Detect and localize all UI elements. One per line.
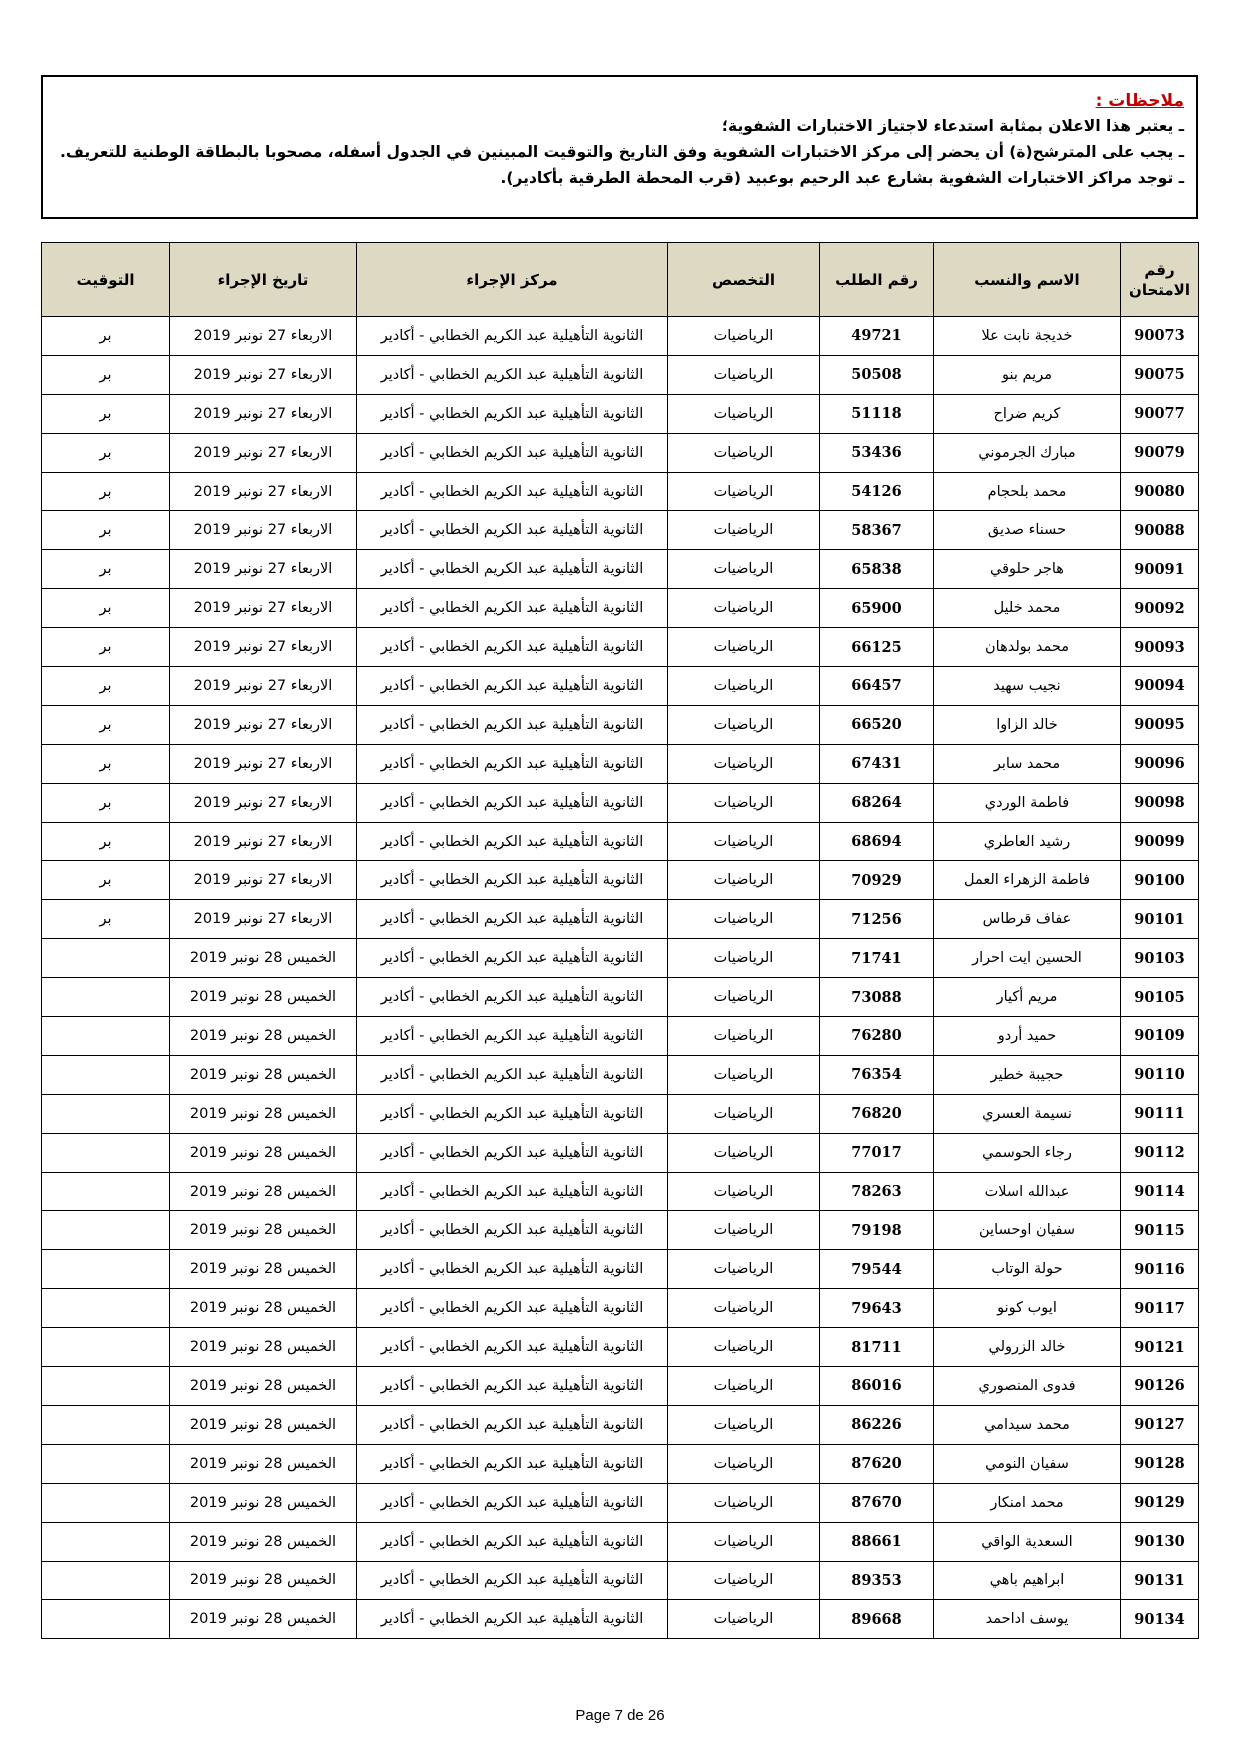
- cell-specialty: الرياضيات: [668, 628, 820, 667]
- cell-request-no: 81711: [820, 1328, 934, 1367]
- table-row: [42, 628, 1199, 667]
- cell-exam-no: 90079: [1121, 433, 1199, 472]
- cell-specialty: الرياضيات: [668, 900, 820, 939]
- table-row: [42, 744, 1199, 783]
- cell-time: بر: [42, 744, 170, 783]
- cell-center: الثانوية التأهيلية عبد الكريم الخطابي - أكادير: [357, 900, 668, 939]
- cell-time: بر: [42, 861, 170, 900]
- cell-center: الثانوية التأهيلية عبد الكريم الخطابي - أكادير: [357, 822, 668, 861]
- table-row: [42, 1405, 1199, 1444]
- cell-specialty: الرياضيات: [668, 511, 820, 550]
- table-row: [42, 1367, 1199, 1406]
- cell-exam-no: 90100: [1121, 861, 1199, 900]
- cell-name: مبارك الجرموني: [934, 433, 1121, 472]
- cell-center: الثانوية التأهيلية عبد الكريم الخطابي - أكادير: [357, 472, 668, 511]
- cell-specialty: الرياضيات: [668, 822, 820, 861]
- cell-center: الثانوية التأهيلية عبد الكريم الخطابي - أكادير: [357, 1522, 668, 1561]
- cell-date: الاربعاء 27 نونبر 2019: [170, 822, 357, 861]
- cell-name: خالد الزاوا: [934, 705, 1121, 744]
- cell-exam-no: 90080: [1121, 472, 1199, 511]
- cell-specialty: الرياضيات: [668, 394, 820, 433]
- cell-exam-no: 90105: [1121, 978, 1199, 1017]
- cell-date: الاربعاء 27 نونبر 2019: [170, 705, 357, 744]
- cell-center: الثانوية التأهيلية عبد الكريم الخطابي - أكادير: [357, 1172, 668, 1211]
- table-row: [42, 1017, 1199, 1056]
- cell-exam-no: 90099: [1121, 822, 1199, 861]
- cell-center: الثانوية التأهيلية عبد الكريم الخطابي - أكادير: [357, 511, 668, 550]
- cell-request-no: 78263: [820, 1172, 934, 1211]
- cell-time: بر: [42, 317, 170, 356]
- cell-time: بر: [42, 511, 170, 550]
- cell-name: سفيان اوحساين: [934, 1211, 1121, 1250]
- cell-name: نجيب سهيد: [934, 667, 1121, 706]
- table-row: [42, 861, 1199, 900]
- cell-time: [42, 1600, 170, 1639]
- table-row: [42, 1561, 1199, 1600]
- cell-time: [42, 1328, 170, 1367]
- cell-exam-no: 90110: [1121, 1055, 1199, 1094]
- cell-date: الاربعاء 27 نونبر 2019: [170, 394, 357, 433]
- table-header-row: [42, 243, 1199, 317]
- table-row: [42, 1211, 1199, 1250]
- cell-specialty: الرياضيات: [668, 1094, 820, 1133]
- cell-name: مريم أكيار: [934, 978, 1121, 1017]
- cell-request-no: 76820: [820, 1094, 934, 1133]
- cell-date: الخميس 28 نونبر 2019: [170, 1211, 357, 1250]
- cell-time: بر: [42, 628, 170, 667]
- cell-date: الاربعاء 27 نونبر 2019: [170, 861, 357, 900]
- cell-date: الخميس 28 نونبر 2019: [170, 1289, 357, 1328]
- cell-center: الثانوية التأهيلية عبد الكريم الخطابي - أكادير: [357, 317, 668, 356]
- cell-time: بر: [42, 433, 170, 472]
- cell-exam-no: 90073: [1121, 317, 1199, 356]
- table-row: [42, 1250, 1199, 1289]
- table-row: [42, 1172, 1199, 1211]
- cell-request-no: 88661: [820, 1522, 934, 1561]
- cell-center: الثانوية التأهيلية عبد الكريم الخطابي - أكادير: [357, 667, 668, 706]
- cell-date: الخميس 28 نونبر 2019: [170, 1094, 357, 1133]
- cell-exam-no: 90112: [1121, 1133, 1199, 1172]
- table-row: [42, 1094, 1199, 1133]
- cell-name: عفاف قرطاس: [934, 900, 1121, 939]
- cell-specialty: الرياضيات: [668, 317, 820, 356]
- cell-name: حجيبة خطير: [934, 1055, 1121, 1094]
- cell-center: الثانوية التأهيلية عبد الكريم الخطابي - أكادير: [357, 705, 668, 744]
- cell-exam-no: 90094: [1121, 667, 1199, 706]
- candidates-table: [41, 242, 1199, 1639]
- cell-request-no: 79544: [820, 1250, 934, 1289]
- cell-specialty: الرياضيات: [668, 472, 820, 511]
- cell-request-no: 50508: [820, 355, 934, 394]
- table-row: [42, 1055, 1199, 1094]
- cell-name: حولة الوتاب: [934, 1250, 1121, 1289]
- cell-exam-no: 90109: [1121, 1017, 1199, 1056]
- cell-date: الاربعاء 27 نونبر 2019: [170, 511, 357, 550]
- table-row: [42, 1483, 1199, 1522]
- cell-exam-no: 90103: [1121, 939, 1199, 978]
- header-request-no: رقم الطلب: [820, 243, 934, 317]
- cell-date: الاربعاء 27 نونبر 2019: [170, 317, 357, 356]
- cell-name: السعدية الواقي: [934, 1522, 1121, 1561]
- header-center: مركز الإجراء: [357, 243, 668, 317]
- cell-name: يوسف اداحمد: [934, 1600, 1121, 1639]
- cell-name: فاطمة الزهراء العمل: [934, 861, 1121, 900]
- cell-date: الخميس 28 نونبر 2019: [170, 978, 357, 1017]
- cell-exam-no: 90075: [1121, 355, 1199, 394]
- cell-request-no: 70929: [820, 861, 934, 900]
- cell-request-no: 79643: [820, 1289, 934, 1328]
- cell-request-no: 65838: [820, 550, 934, 589]
- cell-time: [42, 1250, 170, 1289]
- cell-request-no: 67431: [820, 744, 934, 783]
- cell-name: سفيان النومي: [934, 1444, 1121, 1483]
- table-row: [42, 1444, 1199, 1483]
- cell-specialty: الرياضيات: [668, 1600, 820, 1639]
- cell-center: الثانوية التأهيلية عبد الكريم الخطابي - أكادير: [357, 861, 668, 900]
- cell-date: الخميس 28 نونبر 2019: [170, 1522, 357, 1561]
- cell-request-no: 66457: [820, 667, 934, 706]
- cell-specialty: الرياضيات: [668, 1367, 820, 1406]
- table-row: [42, 978, 1199, 1017]
- cell-time: [42, 1561, 170, 1600]
- cell-name: محمد سيدامي: [934, 1405, 1121, 1444]
- cell-specialty: الرياضيات: [668, 978, 820, 1017]
- cell-exam-no: 90093: [1121, 628, 1199, 667]
- notes-title: ملاحظات :: [1095, 91, 1184, 111]
- cell-time: [42, 1522, 170, 1561]
- cell-time: [42, 978, 170, 1017]
- table-row: [42, 900, 1199, 939]
- cell-exam-no: 90101: [1121, 900, 1199, 939]
- cell-center: الثانوية التأهيلية عبد الكريم الخطابي - أكادير: [357, 394, 668, 433]
- cell-center: الثانوية التأهيلية عبد الكريم الخطابي - أكادير: [357, 628, 668, 667]
- cell-time: بر: [42, 589, 170, 628]
- cell-exam-no: 90129: [1121, 1483, 1199, 1522]
- cell-name: ابراهيم باهي: [934, 1561, 1121, 1600]
- cell-request-no: 71256: [820, 900, 934, 939]
- cell-exam-no: 90128: [1121, 1444, 1199, 1483]
- cell-request-no: 79198: [820, 1211, 934, 1250]
- cell-exam-no: 90131: [1121, 1561, 1199, 1600]
- cell-request-no: 54126: [820, 472, 934, 511]
- table-row: [42, 705, 1199, 744]
- cell-exam-no: 90096: [1121, 744, 1199, 783]
- cell-specialty: الرياضيات: [668, 939, 820, 978]
- cell-time: [42, 1289, 170, 1328]
- cell-exam-no: 90117: [1121, 1289, 1199, 1328]
- cell-exam-no: 90092: [1121, 589, 1199, 628]
- cell-request-no: 89353: [820, 1561, 934, 1600]
- cell-date: الخميس 28 نونبر 2019: [170, 1017, 357, 1056]
- cell-center: الثانوية التأهيلية عبد الكريم الخطابي - أكادير: [357, 1600, 668, 1639]
- cell-specialty: الرياضيات: [668, 1561, 820, 1600]
- table-row: [42, 822, 1199, 861]
- cell-name: محمد سابر: [934, 744, 1121, 783]
- cell-exam-no: 90116: [1121, 1250, 1199, 1289]
- cell-date: الخميس 28 نونبر 2019: [170, 1055, 357, 1094]
- table-row: [42, 1600, 1199, 1639]
- note-line-3: ـ توجد مراكز الاختبارات الشفوية بشارع عبد الرحيم بوعبيد (قرب المحطة الطرقية بأكادير).: [500, 169, 1184, 187]
- cell-date: الاربعاء 27 نونبر 2019: [170, 433, 357, 472]
- cell-date: الاربعاء 27 نونبر 2019: [170, 550, 357, 589]
- cell-time: بر: [42, 900, 170, 939]
- cell-request-no: 76354: [820, 1055, 934, 1094]
- cell-name: كريم ضراح: [934, 394, 1121, 433]
- header-time: التوقيت: [42, 243, 170, 317]
- cell-specialty: الرياضيات: [668, 589, 820, 628]
- cell-time: [42, 1094, 170, 1133]
- cell-center: الثانوية التأهيلية عبد الكريم الخطابي - أكادير: [357, 744, 668, 783]
- table-row: [42, 472, 1199, 511]
- cell-center: الثانوية التأهيلية عبد الكريم الخطابي - أكادير: [357, 589, 668, 628]
- cell-name: عبدالله اسلات: [934, 1172, 1121, 1211]
- cell-date: الاربعاء 27 نونبر 2019: [170, 667, 357, 706]
- cell-time: بر: [42, 550, 170, 589]
- cell-time: بر: [42, 394, 170, 433]
- cell-name: محمد خليل: [934, 589, 1121, 628]
- cell-date: الاربعاء 27 نونبر 2019: [170, 744, 357, 783]
- cell-center: الثانوية التأهيلية عبد الكريم الخطابي - أكادير: [357, 1405, 668, 1444]
- header-exam-no: رقم الامتحان: [1121, 243, 1199, 317]
- cell-specialty: الرياضيات: [668, 1289, 820, 1328]
- cell-specialty: الرياضيات: [668, 1211, 820, 1250]
- cell-exam-no: 90111: [1121, 1094, 1199, 1133]
- cell-specialty: الرياضيات: [668, 1444, 820, 1483]
- cell-date: الخميس 28 نونبر 2019: [170, 1328, 357, 1367]
- cell-center: الثانوية التأهيلية عبد الكريم الخطابي - أكادير: [357, 1094, 668, 1133]
- cell-specialty: الرياضيات: [668, 783, 820, 822]
- cell-exam-no: 90098: [1121, 783, 1199, 822]
- cell-time: [42, 1055, 170, 1094]
- cell-date: الخميس 28 نونبر 2019: [170, 1483, 357, 1522]
- cell-time: [42, 1133, 170, 1172]
- cell-center: الثانوية التأهيلية عبد الكريم الخطابي - أكادير: [357, 1055, 668, 1094]
- cell-specialty: الرياضيات: [668, 1483, 820, 1522]
- cell-request-no: 86226: [820, 1405, 934, 1444]
- cell-request-no: 76280: [820, 1017, 934, 1056]
- cell-date: الاربعاء 27 نونبر 2019: [170, 900, 357, 939]
- cell-center: الثانوية التأهيلية عبد الكريم الخطابي - أكادير: [357, 1367, 668, 1406]
- header-date: تاريخ الإجراء: [170, 243, 357, 317]
- cell-time: بر: [42, 783, 170, 822]
- cell-date: الاربعاء 27 نونبر 2019: [170, 589, 357, 628]
- cell-date: الاربعاء 27 نونبر 2019: [170, 783, 357, 822]
- cell-request-no: 65900: [820, 589, 934, 628]
- cell-name: حسناء صديق: [934, 511, 1121, 550]
- cell-name: محمد بولدهان: [934, 628, 1121, 667]
- cell-name: خالد الزرولي: [934, 1328, 1121, 1367]
- cell-specialty: الرياضيات: [668, 550, 820, 589]
- cell-name: خديجة نابت علا: [934, 317, 1121, 356]
- table-body: [42, 317, 1199, 1639]
- cell-exam-no: 90134: [1121, 1600, 1199, 1639]
- cell-center: الثانوية التأهيلية عبد الكريم الخطابي - أكادير: [357, 783, 668, 822]
- cell-exam-no: 90127: [1121, 1405, 1199, 1444]
- cell-exam-no: 90130: [1121, 1522, 1199, 1561]
- cell-time: بر: [42, 472, 170, 511]
- cell-date: الخميس 28 نونبر 2019: [170, 1133, 357, 1172]
- table-row: [42, 317, 1199, 356]
- cell-time: بر: [42, 822, 170, 861]
- cell-time: بر: [42, 705, 170, 744]
- table-row: [42, 667, 1199, 706]
- table-row: [42, 589, 1199, 628]
- cell-date: الخميس 28 نونبر 2019: [170, 1367, 357, 1406]
- cell-date: الخميس 28 نونبر 2019: [170, 939, 357, 978]
- cell-center: الثانوية التأهيلية عبد الكريم الخطابي - أكادير: [357, 1133, 668, 1172]
- cell-time: [42, 1367, 170, 1406]
- cell-request-no: 68264: [820, 783, 934, 822]
- cell-request-no: 66125: [820, 628, 934, 667]
- cell-name: هاجر حلوقي: [934, 550, 1121, 589]
- table-row: [42, 1289, 1199, 1328]
- cell-specialty: الرياضيات: [668, 1328, 820, 1367]
- cell-specialty: الرياضيات: [668, 861, 820, 900]
- cell-name: الحسين ايت احرار: [934, 939, 1121, 978]
- cell-center: الثانوية التأهيلية عبد الكريم الخطابي - أكادير: [357, 978, 668, 1017]
- cell-name: محمد بلحجام: [934, 472, 1121, 511]
- cell-time: بر: [42, 667, 170, 706]
- cell-specialty: الرياضيات: [668, 1172, 820, 1211]
- cell-center: الثانوية التأهيلية عبد الكريم الخطابي - أكادير: [357, 1017, 668, 1056]
- cell-name: محمد امنكار: [934, 1483, 1121, 1522]
- table-row: [42, 939, 1199, 978]
- cell-date: الاربعاء 27 نونبر 2019: [170, 355, 357, 394]
- cell-date: الخميس 28 نونبر 2019: [170, 1405, 357, 1444]
- cell-exam-no: 90114: [1121, 1172, 1199, 1211]
- cell-time: [42, 1211, 170, 1250]
- cell-center: الثانوية التأهيلية عبد الكريم الخطابي - أكادير: [357, 1561, 668, 1600]
- cell-request-no: 51118: [820, 394, 934, 433]
- cell-date: الاربعاء 27 نونبر 2019: [170, 628, 357, 667]
- cell-name: نسيمة العسري: [934, 1094, 1121, 1133]
- cell-time: [42, 1405, 170, 1444]
- cell-name: رشيد العاطري: [934, 822, 1121, 861]
- page-number: Page 7 de 26: [575, 1707, 665, 1724]
- cell-name: حميد أردو: [934, 1017, 1121, 1056]
- note-line-1: ـ يعتبر هذا الاعلان بمثابة استدعاء لاجتياز الاختبارات الشفوية؛: [721, 117, 1184, 135]
- cell-center: الثانوية التأهيلية عبد الكريم الخطابي - أكادير: [357, 1250, 668, 1289]
- table-row: [42, 394, 1199, 433]
- cell-exam-no: 90095: [1121, 705, 1199, 744]
- cell-specialty: الرياضيات: [668, 705, 820, 744]
- cell-request-no: 58367: [820, 511, 934, 550]
- table-row: [42, 1522, 1199, 1561]
- cell-time: [42, 1444, 170, 1483]
- cell-date: الخميس 28 نونبر 2019: [170, 1172, 357, 1211]
- cell-request-no: 53436: [820, 433, 934, 472]
- cell-exam-no: 90115: [1121, 1211, 1199, 1250]
- cell-exam-no: 90121: [1121, 1328, 1199, 1367]
- cell-request-no: 87670: [820, 1483, 934, 1522]
- cell-request-no: 87620: [820, 1444, 934, 1483]
- cell-center: الثانوية التأهيلية عبد الكريم الخطابي - أكادير: [357, 1328, 668, 1367]
- cell-date: الخميس 28 نونبر 2019: [170, 1444, 357, 1483]
- cell-exam-no: 90077: [1121, 394, 1199, 433]
- table-row: [42, 511, 1199, 550]
- table-row: [42, 783, 1199, 822]
- cell-center: الثانوية التأهيلية عبد الكريم الخطابي - أكادير: [357, 1483, 668, 1522]
- cell-time: [42, 1483, 170, 1522]
- cell-center: الثانوية التأهيلية عبد الكريم الخطابي - أكادير: [357, 939, 668, 978]
- table-row: [42, 550, 1199, 589]
- cell-date: الخميس 28 نونبر 2019: [170, 1561, 357, 1600]
- cell-exam-no: 90088: [1121, 511, 1199, 550]
- cell-specialty: الرياضيات: [668, 667, 820, 706]
- cell-request-no: 49721: [820, 317, 934, 356]
- cell-request-no: 68694: [820, 822, 934, 861]
- cell-center: الثانوية التأهيلية عبد الكريم الخطابي - أكادير: [357, 1289, 668, 1328]
- cell-name: مريم بنو: [934, 355, 1121, 394]
- cell-exam-no: 90091: [1121, 550, 1199, 589]
- table-row: [42, 433, 1199, 472]
- cell-name: فاطمة الوردي: [934, 783, 1121, 822]
- notes-box: [41, 75, 1198, 219]
- table-row: [42, 355, 1199, 394]
- cell-request-no: 73088: [820, 978, 934, 1017]
- cell-center: الثانوية التأهيلية عبد الكريم الخطابي - أكادير: [357, 355, 668, 394]
- table-row: [42, 1133, 1199, 1172]
- cell-specialty: الرياضيات: [668, 1522, 820, 1561]
- cell-time: بر: [42, 355, 170, 394]
- cell-request-no: 77017: [820, 1133, 934, 1172]
- cell-specialty: الرياضيات: [668, 744, 820, 783]
- cell-specialty: الرياضيات: [668, 1017, 820, 1056]
- cell-date: الخميس 28 نونبر 2019: [170, 1600, 357, 1639]
- cell-date: الاربعاء 27 نونبر 2019: [170, 472, 357, 511]
- cell-specialty: الرياضيات: [668, 1133, 820, 1172]
- cell-time: [42, 1017, 170, 1056]
- cell-center: الثانوية التأهيلية عبد الكريم الخطابي - أكادير: [357, 433, 668, 472]
- cell-request-no: 71741: [820, 939, 934, 978]
- cell-name: فدوى المنصوري: [934, 1367, 1121, 1406]
- cell-request-no: 86016: [820, 1367, 934, 1406]
- header-specialty: التخصص: [668, 243, 820, 317]
- note-line-2: ـ يجب على المترشح(ة) أن يحضر إلى مركز الاختبارات الشفوية وفق التاريخ والتوقيت المبينين في الجدول أسفله، مصحوبا بالبطاقة الوطنية للتعريف.: [59, 143, 1184, 161]
- table-row: [42, 1328, 1199, 1367]
- cell-request-no: 89668: [820, 1600, 934, 1639]
- cell-specialty: الرياضيات: [668, 433, 820, 472]
- cell-center: الثانوية التأهيلية عبد الكريم الخطابي - أكادير: [357, 1211, 668, 1250]
- cell-request-no: 66520: [820, 705, 934, 744]
- cell-center: الثانوية التأهيلية عبد الكريم الخطابي - أكادير: [357, 550, 668, 589]
- cell-time: [42, 939, 170, 978]
- cell-specialty: الرياضيات: [668, 1405, 820, 1444]
- cell-time: [42, 1172, 170, 1211]
- cell-date: الخميس 28 نونبر 2019: [170, 1250, 357, 1289]
- cell-name: رجاء الحوسمي: [934, 1133, 1121, 1172]
- cell-specialty: الرياضيات: [668, 1250, 820, 1289]
- cell-name: ايوب كونو: [934, 1289, 1121, 1328]
- cell-specialty: الرياضيات: [668, 1055, 820, 1094]
- cell-exam-no: 90126: [1121, 1367, 1199, 1406]
- cell-specialty: الرياضيات: [668, 355, 820, 394]
- header-name: الاسم والنسب: [934, 243, 1121, 317]
- cell-center: الثانوية التأهيلية عبد الكريم الخطابي - أكادير: [357, 1444, 668, 1483]
